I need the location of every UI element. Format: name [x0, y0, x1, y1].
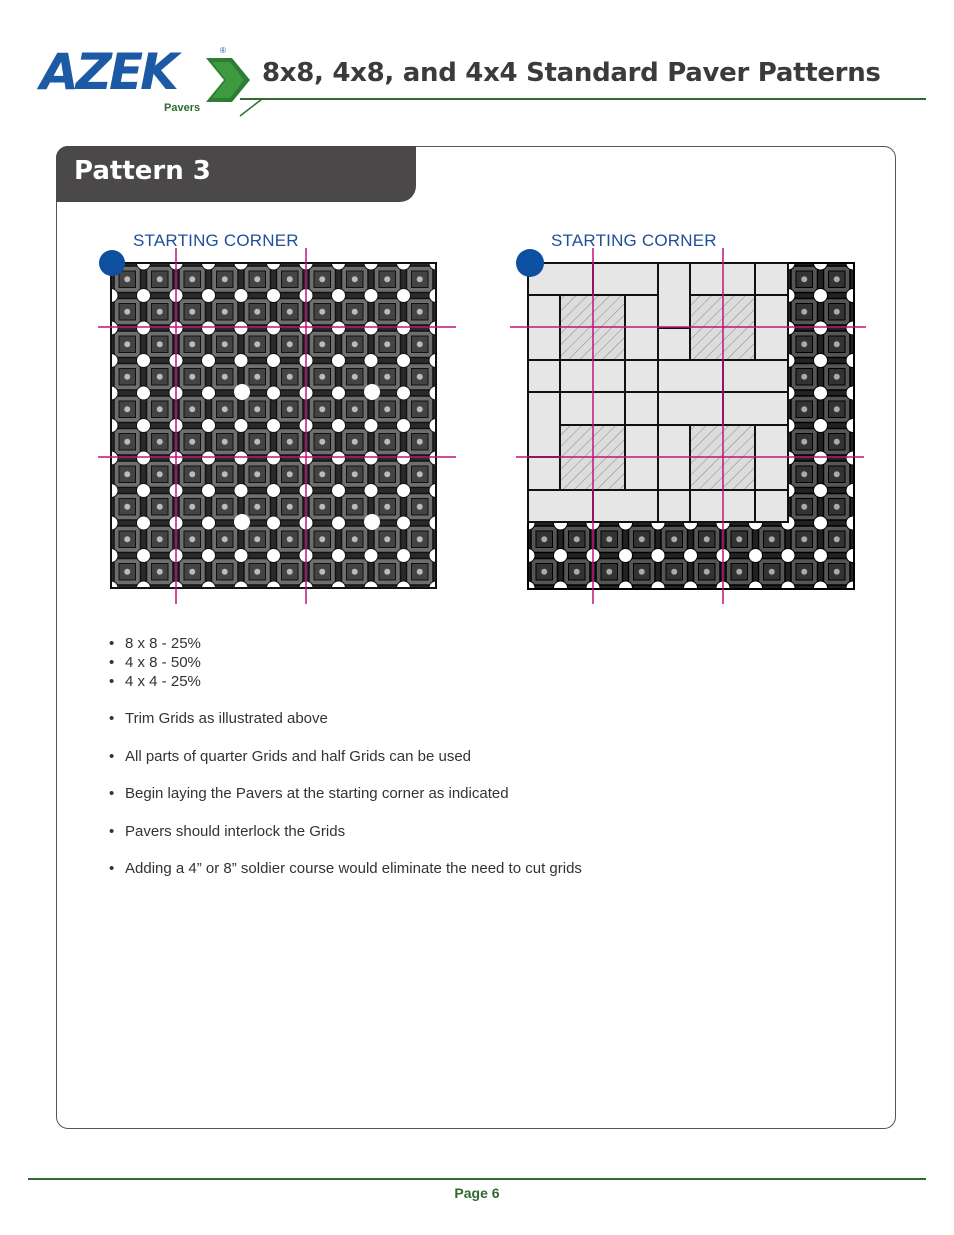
spacer	[108, 728, 868, 747]
starting-corner-label-right: STARTING CORNER	[551, 231, 717, 250]
note-soldier-course: • Adding a 4” or 8” soldier course would eliminate the need to cut grids	[108, 859, 868, 878]
spacer	[108, 841, 868, 860]
registered-mark: ®	[220, 46, 226, 55]
header-rule	[240, 98, 926, 100]
mix-item-4x8: • 4 x 8 - 50%	[108, 653, 868, 672]
starting-corner-marker	[516, 249, 544, 277]
pattern-title: Pattern 3	[74, 156, 211, 186]
note-starting-corner: • Begin laying the Pavers at the starting corner as indicated	[108, 784, 868, 803]
mix-item-8x8: • 8 x 8 - 25%	[108, 634, 868, 653]
footer-rule	[28, 1178, 926, 1180]
logo-subtitle: Pavers	[164, 102, 201, 114]
instruction-list	[108, 709, 868, 878]
starting-corner-label-left: STARTING CORNER	[133, 231, 299, 250]
note-trim-grids: • Trim Grids as illustrated above	[108, 709, 868, 728]
pattern-notes	[108, 634, 868, 878]
grid-hole	[364, 384, 380, 400]
page-number: Page 6	[454, 1185, 500, 1201]
paver-diagram-right	[500, 240, 880, 610]
page-title: 8x8, 4x8, and 4x4 Standard Paver Patterns	[262, 58, 881, 88]
note-interlock: • Pavers should interlock the Grids	[108, 822, 868, 841]
grid-tiles	[111, 263, 436, 588]
mix-item-4x4: • 4 x 4 - 25%	[108, 672, 868, 691]
logo-wordmark: AZEK	[40, 43, 176, 101]
spacer	[108, 803, 868, 822]
note-quarter-grids: • All parts of quarter Grids and half Grids can be used	[108, 747, 868, 766]
spacer	[108, 766, 868, 785]
grid-hole	[234, 384, 250, 400]
paver-mix-list	[108, 634, 868, 691]
pattern-tab	[56, 146, 416, 202]
grid-hole	[364, 514, 380, 530]
grid-diagram-left	[80, 240, 480, 610]
starting-corner-marker	[99, 250, 125, 276]
grid-hole	[234, 514, 250, 530]
